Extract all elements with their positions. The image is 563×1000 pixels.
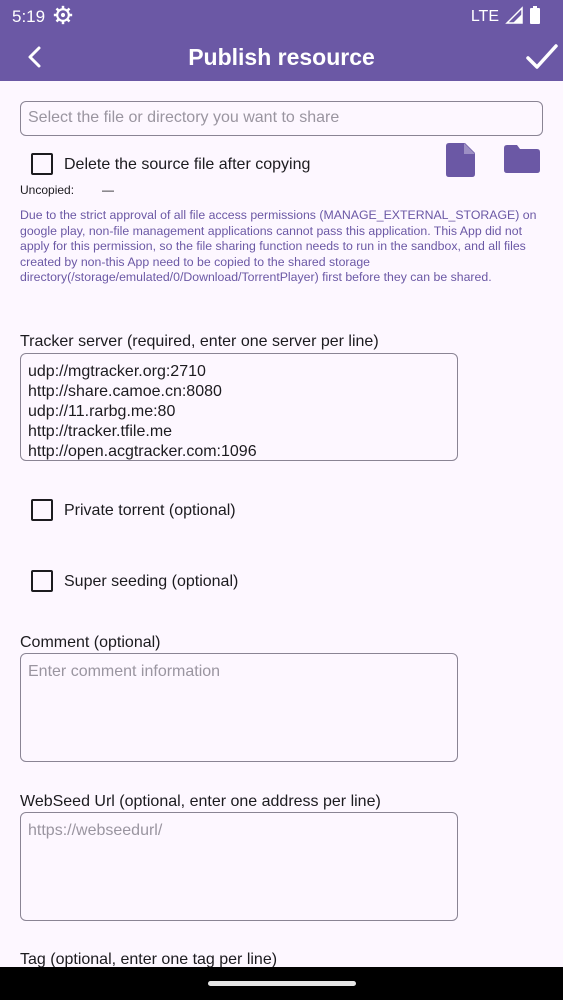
folder-icon[interactable] bbox=[504, 145, 540, 178]
status-time: 5:19 bbox=[12, 7, 46, 26]
uncopied-value: — bbox=[102, 183, 114, 197]
comment-label: Comment (optional) bbox=[20, 634, 161, 651]
tracker-line: http://share.camoe.cn:8080 bbox=[28, 383, 222, 400]
delete-source-label: Delete the source file after copying bbox=[64, 156, 311, 173]
tracker-input[interactable] bbox=[20, 353, 458, 461]
comment-input[interactable] bbox=[20, 653, 458, 762]
status-bar bbox=[0, 0, 563, 34]
uncopied-label: Uncopied: bbox=[20, 183, 75, 197]
comment-placeholder: Enter comment information bbox=[28, 663, 221, 680]
navigation-bar bbox=[0, 967, 563, 1000]
delete-source-checkbox[interactable] bbox=[31, 153, 53, 175]
file-select-placeholder: Select the file or directory you want to share bbox=[28, 109, 340, 126]
file-select-input[interactable] bbox=[20, 101, 543, 136]
home-gesture-handle[interactable] bbox=[208, 981, 356, 986]
webseed-label: WebSeed Url (optional, enter one address per line) bbox=[20, 793, 381, 810]
tracker-line: http://tracker.tfile.me bbox=[28, 423, 173, 440]
webseed-input[interactable] bbox=[20, 812, 458, 921]
tag-label: Tag (optional, enter one tag per line) bbox=[20, 951, 278, 967]
webseed-placeholder: https://webseedurl/ bbox=[28, 822, 163, 839]
back-arrow-icon[interactable] bbox=[22, 44, 48, 70]
tracker-line: udp://mgtracker.org:2710 bbox=[28, 363, 206, 380]
permission-note: Due to the strict approval of all file access permissions (MANAGE_EXTERNAL_STORAGE) on google play, non-file management applications cannot pass this application. This App did not apply for this permission, so the file sharing function needs to run in the sandbox, and all files created by non-this App need to be copied to the shared storage directory(/storage/emulated/0/Download/TorrentPlayer) first before they can be shared. bbox=[20, 208, 537, 285]
tracker-line: udp://11.rarbg.me:80 bbox=[28, 403, 176, 420]
private-torrent-label: Private torrent (optional) bbox=[64, 502, 236, 519]
publish-form bbox=[0, 81, 563, 967]
settings-icon bbox=[53, 5, 73, 30]
battery-icon bbox=[529, 6, 541, 29]
checkmark-icon[interactable] bbox=[525, 42, 559, 72]
file-icon[interactable] bbox=[446, 143, 475, 182]
super-seeding-label: Super seeding (optional) bbox=[64, 573, 239, 590]
super-seeding-checkbox[interactable] bbox=[31, 570, 53, 592]
tracker-line: http://open.acgtracker.com:1096 bbox=[28, 443, 257, 460]
page-title: Publish resource bbox=[188, 44, 375, 70]
private-torrent-checkbox[interactable] bbox=[31, 499, 53, 521]
signal-icon bbox=[505, 6, 523, 29]
network-type: LTE bbox=[470, 8, 499, 25]
app-bar bbox=[0, 34, 563, 81]
tracker-label: Tracker server (required, enter one server per line) bbox=[20, 333, 379, 350]
